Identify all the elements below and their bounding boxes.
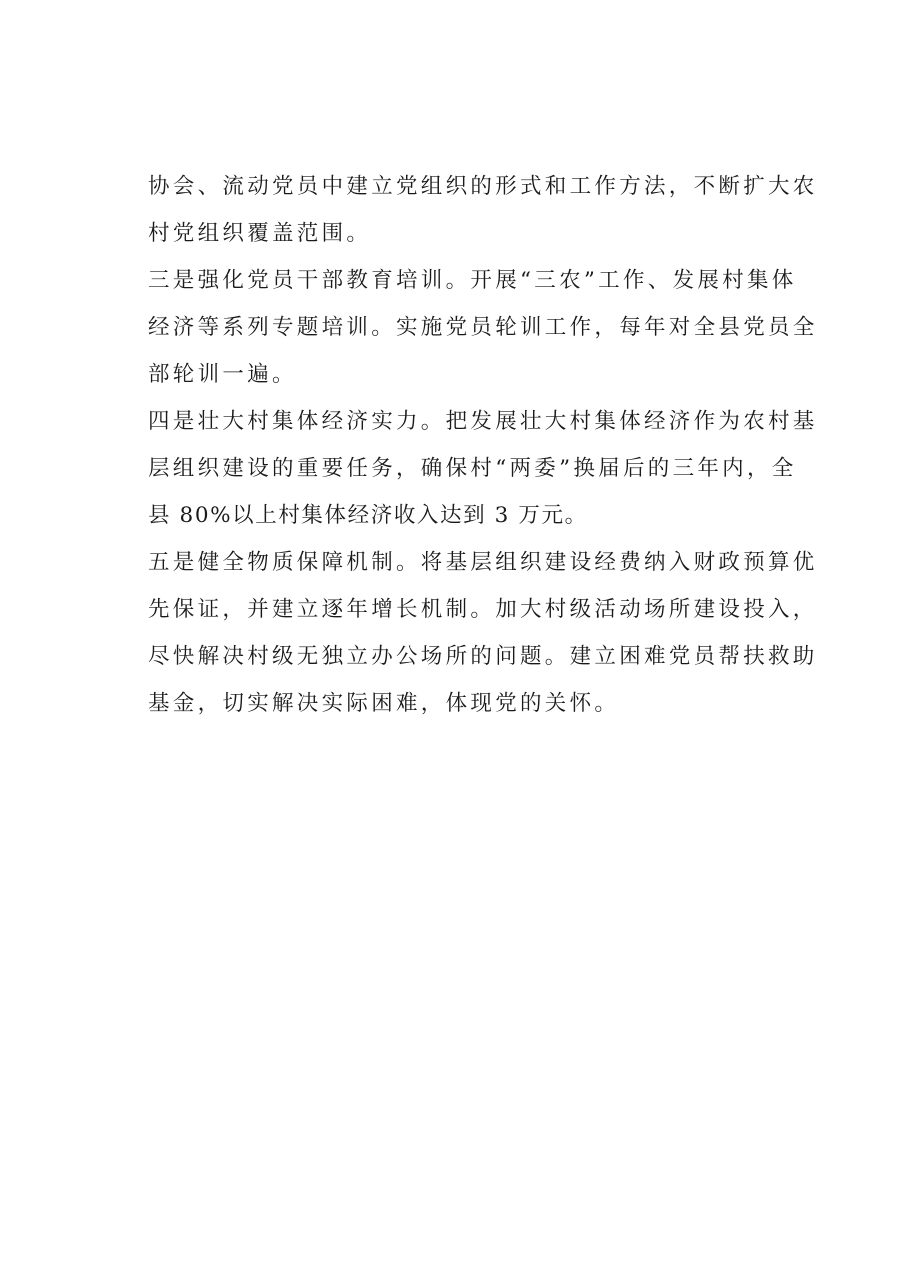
text-line: 五是健全物质保障机制。将基层组织建设经费纳入财政预算优 [148,550,818,575]
text-line: 层组织建设的重要任务，确保村“两委”换届后的三年内，全 [148,456,797,481]
text-line: 部轮训一遍。 [148,362,297,387]
text-line: 经济等系列专题培训。实施党员轮训工作，每年对全县党员全 [148,315,818,340]
text-line: 尽快解决村级无独立办公场所的问题。建立困难党员帮扶救助 [148,644,818,669]
text-line: 协会、流动党员中建立党组织的形式和工作方法，不断扩大农 [148,174,818,199]
text-line: 四是壮大村集体经济实力。把发展壮大村集体经济作为农村基 [148,409,818,434]
text-line: 县 80%以上村集体经济收入达到 3 万元。 [148,503,588,528]
text-line: 三是强化党员干部教育培训。开展“三农”工作、发展村集体 [148,268,797,293]
text-line: 村党组织覆盖范围。 [148,221,372,246]
text-line: 先保证，并建立逐年增长机制。加大村级活动场所建设投入， [148,597,818,622]
document-body [148,163,818,727]
text-line: 基金，切实解决实际困难，体现党的关怀。 [148,691,620,716]
